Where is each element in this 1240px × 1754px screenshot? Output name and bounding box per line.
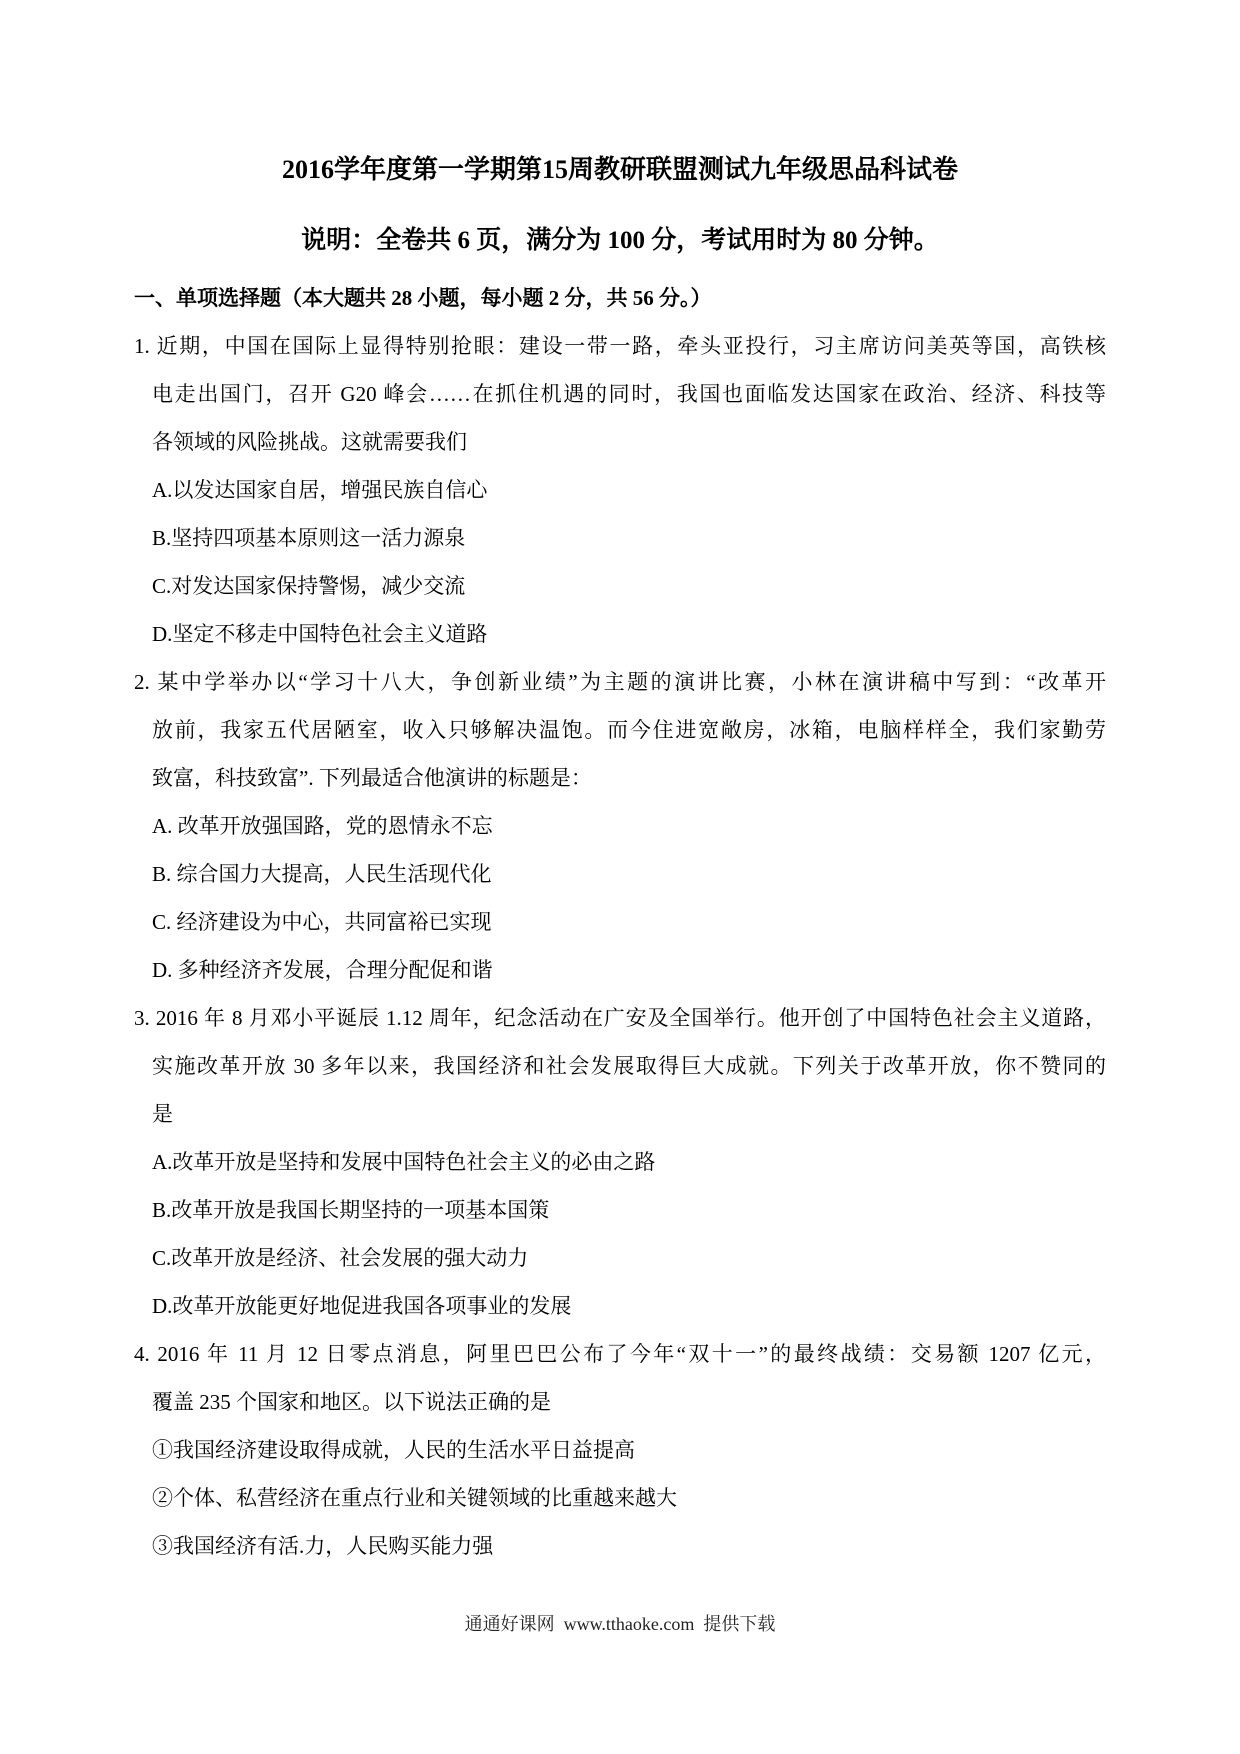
section-heading: 一、单项选择题（本大题共 28 小题，每小题 2 分，共 56 分。）	[134, 286, 712, 310]
question-3	[134, 994, 1106, 1330]
question-1-option-d: D.坚定不移走中国特色社会主义道路	[152, 622, 488, 646]
question-2	[134, 658, 1106, 994]
question-3-option-a: A.改革开放是坚持和发展中国特色社会主义的必由之路	[152, 1150, 656, 1174]
question-3-stem-line-3: 是	[152, 1102, 173, 1126]
question-2-option-c: C. 经济建设为中心，共同富裕已实现	[152, 910, 492, 934]
question-3-option-b: B.改革开放是我国长期坚持的一项基本国策	[152, 1198, 550, 1222]
page-content	[134, 0, 1106, 1570]
question-1-stem-line-2: 电走出国门，召开 G20 峰会……在抓住机遇的同时，我国也面临发达国家在政治、经济、科技等	[152, 382, 1106, 406]
question-2-option-b: B. 综合国力大提高，人民生活现代化	[152, 862, 492, 886]
question-2-stem-line-3: 致富，科技致富”. 下列最适合他演讲的标题是：	[152, 766, 592, 790]
question-2-option-d: D. 多种经济齐发展，合理分配促和谐	[152, 958, 493, 982]
question-1-stem-line-1: 1. 近期，中国在国际上显得特别抢眼：建设一带一路，牵头亚投行，习主席访问美英等国，高铁核	[134, 334, 1106, 358]
question-3-stem-line-2: 实施改革开放 30 多年以来，我国经济和社会发展取得巨大成就。下列关于改革开放，你不赞同的	[152, 1054, 1106, 1078]
page-title: 2016学年度第一学期第15周教研联盟测试九年级思品科试卷	[281, 155, 958, 184]
question-1	[134, 322, 1106, 658]
question-1-option-a: A.以发达国家自居，增强民族自信心	[152, 478, 488, 502]
question-3-option-c: C.改革开放是经济、社会发展的强大动力	[152, 1246, 529, 1270]
question-1-option-b: B.坚持四项基本原则这一活力源泉	[152, 526, 466, 550]
question-3-stem-line-1: 3. 2016 年 8 月邓小平诞辰 1.12 周年，纪念活动在广安及全国举行。他开创了中国特色社会主义道路，	[134, 1006, 1106, 1030]
question-4-item-3: ③我国经济有活.力，人民购买能力强	[152, 1534, 494, 1558]
question-list	[134, 322, 1106, 1570]
page-footer: 通通好课网 www.tthaoke.com 提供下载	[464, 1614, 776, 1634]
question-2-stem-line-2: 放前，我家五代居陋室，收入只够解决温饱。而今住进宽敞房，冰箱，电脑样样全，我们家勤劳	[152, 718, 1106, 742]
question-4	[134, 1330, 1106, 1570]
question-4-stem-line-1: 4. 2016 年 11 月 12 日零点消息，阿里巴巴公布了今年“双十一”的最终战绩：交易额 1207 亿元，	[134, 1342, 1107, 1366]
question-2-stem-line-1: 2. 某中学举办以“学习十八大，争创新业绩”为主题的演讲比赛，小林在演讲稿中写到：“改革开	[134, 670, 1106, 694]
question-3-option-d: D.改革开放能更好地促进我国各项事业的发展	[152, 1294, 572, 1318]
question-4-stem-line-2: 覆盖 235 个国家和地区。以下说法正确的是	[152, 1390, 551, 1414]
page-subtitle: 说明：全卷共 6 页，满分为 100 分，考试用时为 80 分钟。	[301, 227, 939, 254]
question-4-item-1: ①我国经济建设取得成就，人民的生活水平日益提高	[152, 1438, 635, 1462]
question-4-item-2: ②个体、私营经济在重点行业和关键领域的比重越来越大	[152, 1486, 677, 1510]
question-1-stem-line-3: 各领域的风险挑战。这就需要我们	[152, 430, 467, 454]
question-2-option-a: A. 改革开放强国路，党的恩情永不忘	[152, 814, 493, 838]
question-1-option-c: C.对发达国家保持警惕，减少交流	[152, 574, 466, 598]
